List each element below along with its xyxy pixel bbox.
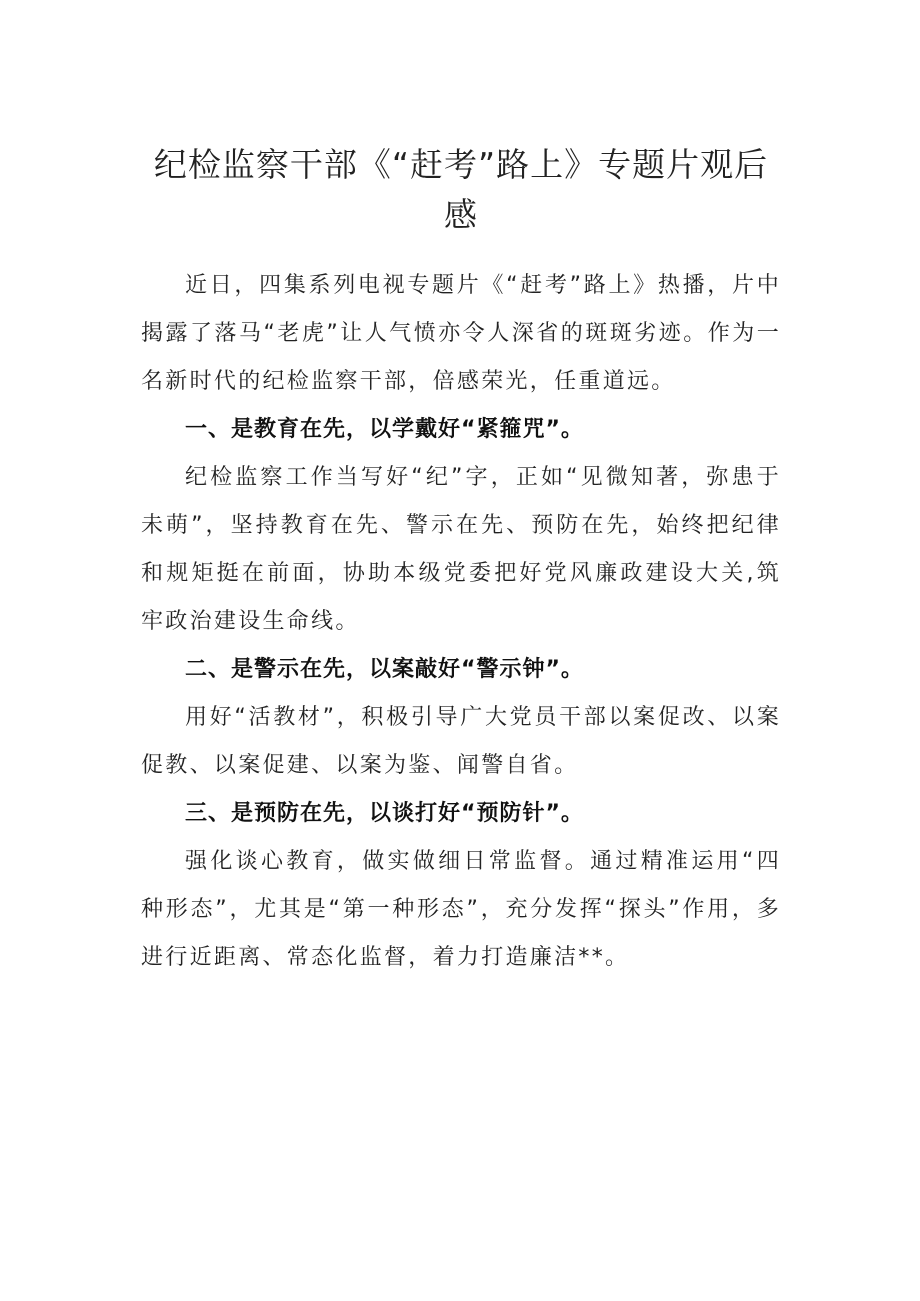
- section-3-body: 强化谈心教育，做实做细日常监督。通过精准运用“四种形态”，尤其是“第一种形态”，充分发挥“探头”作用，多进行近距离、常态化监督，着力打造廉洁**。: [141, 849, 781, 970]
- section-2-body: 用好“活教材”，积极引导广大党员干部以案促改、以案促教、以案促建、以案为鉴、闻警自省。: [141, 705, 781, 778]
- section-1-body: 纪检监察工作当写好“纪”字，正如“见微知著，弥患于未萌”，坚持教育在先、警示在先、预防在先，始终把纪律和规矩挺在前面，协助本级党委把好党风廉政建设大关,筑牢政治建设生命线。: [141, 465, 781, 634]
- title-line-1: 纪检监察干部《“赶考”路上》专题片观后: [153, 145, 769, 184]
- document-title: [141, 140, 781, 240]
- intro-paragraph: 近日，四集系列电视专题片《“赶考”路上》热播，片中揭露了落马“老虎”让人气愤亦令人深省的斑斑劣迹。作为一名新时代的纪检监察干部，倍感荣光，任重道远。: [141, 273, 781, 394]
- section-3-heading: 三、是预防在先，以谈打好“预防针”。: [185, 801, 584, 826]
- title-line-2: 感: [444, 195, 478, 234]
- document-page: [141, 140, 781, 982]
- section-1-heading: 一、是教育在先，以学戴好“紧箍咒”。: [185, 417, 584, 442]
- section-2-heading: 二、是警示在先，以案敲好“警示钟”。: [185, 657, 584, 682]
